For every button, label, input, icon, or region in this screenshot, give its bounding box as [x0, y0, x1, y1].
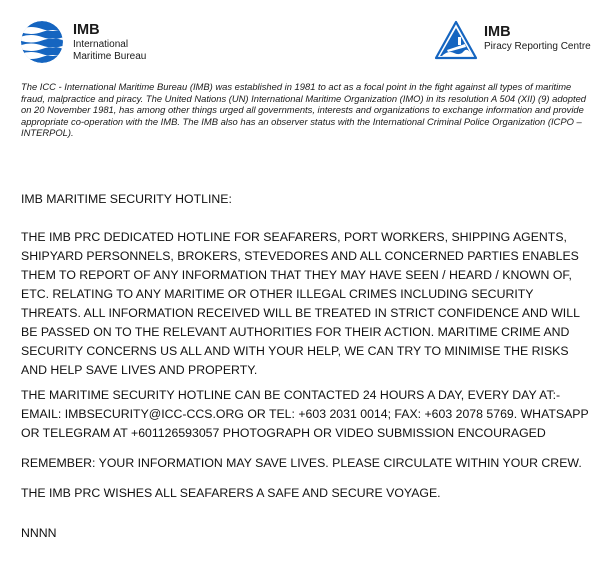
intro-paragraph: The ICC - International Maritime Bureau (IMB) was established in 1981 to act as a focal point in the fight against all types of maritime fraud, malpractice and piracy. The United Nations (UN) International Maritime Organization (IMO) in its resolution A 504 (XII) (9) adopted on 20 November 1981, has among other things urged all governments, interests and organizations to exchange information and provide appropriate co-operation with the IMB. The IMB also has an observer status with the International Criminal Police Organization (ICPO – INTERPOL). — [21, 81, 586, 139]
sign-off: NNNN — [21, 526, 57, 540]
waves-globe-icon — [20, 20, 64, 64]
brand-left — [73, 22, 146, 63]
hotline-description: THE IMB PRC DEDICATED HOTLINE FOR SEAFARERS, PORT WORKERS, SHIPPING AGENTS, SHIPYARD PERSONNELS, BROKERS, STEVEDORES AND ALL CONCERNED PARTIES ENABLES THEM TO REPORT OF ANY INFORMATION THAT THEY MAY HAVE SEEN / HEARD / KNOWN OF, ETC. RELATING TO ANY MARITIME OR OTHER ILLEGAL CRIMES INCLUDING SECURITY THREATS. ALL INFORMATION RECEIVED WILL BE TREATED IN STRICT CONFIDENCE AND WILL BE PASSED ON TO THE RELEVANT AUTHORITIES FOR THEIR ACTION. MARITIME CRIME AND SECURITY CONCERNS US ALL AND WITH YOUR HELP, WE CAN TRY TO MINIMISE THE RISKS AND HELP SAVE LIVES AND PROPERTY. — [21, 230, 580, 377]
document-body — [21, 190, 593, 543]
hotline-title: IMB MARITIME SECURITY HOTLINE: — [21, 192, 232, 206]
brand-left-title: IMB — [73, 22, 100, 38]
brand-left-sub2: Maritime Bureau — [73, 51, 147, 62]
triangle-ship-icon — [434, 20, 478, 60]
remember-note: REMEMBER: YOUR INFORMATION MAY SAVE LIVES. PLEASE CIRCULATE WITHIN YOUR CREW. — [21, 456, 582, 470]
brand-right-sub: Piracy Reporting Centre — [484, 41, 591, 52]
brand-right-title: IMB — [484, 24, 511, 40]
brand-right — [484, 24, 591, 53]
wish-note: THE IMB PRC WISHES ALL SEAFARERS A SAFE AND SECURE VOYAGE. — [21, 486, 441, 500]
brand-left-sub1: International — [73, 39, 129, 50]
document-header — [0, 0, 609, 78]
hotline-contact: THE MARITIME SECURITY HOTLINE CAN BE CONTACTED 24 HOURS A DAY, EVERY DAY AT:- EMAIL: IMBSECURITY@ICC-CCS.ORG OR TEL: +603 2031 0014; FAX: +603 2078 5769. WHATSAPP OR TELEGRAM AT +601126593057 PHOTOGRAPH OR VIDEO SUBMISSION ENCOURAGED — [21, 388, 589, 440]
